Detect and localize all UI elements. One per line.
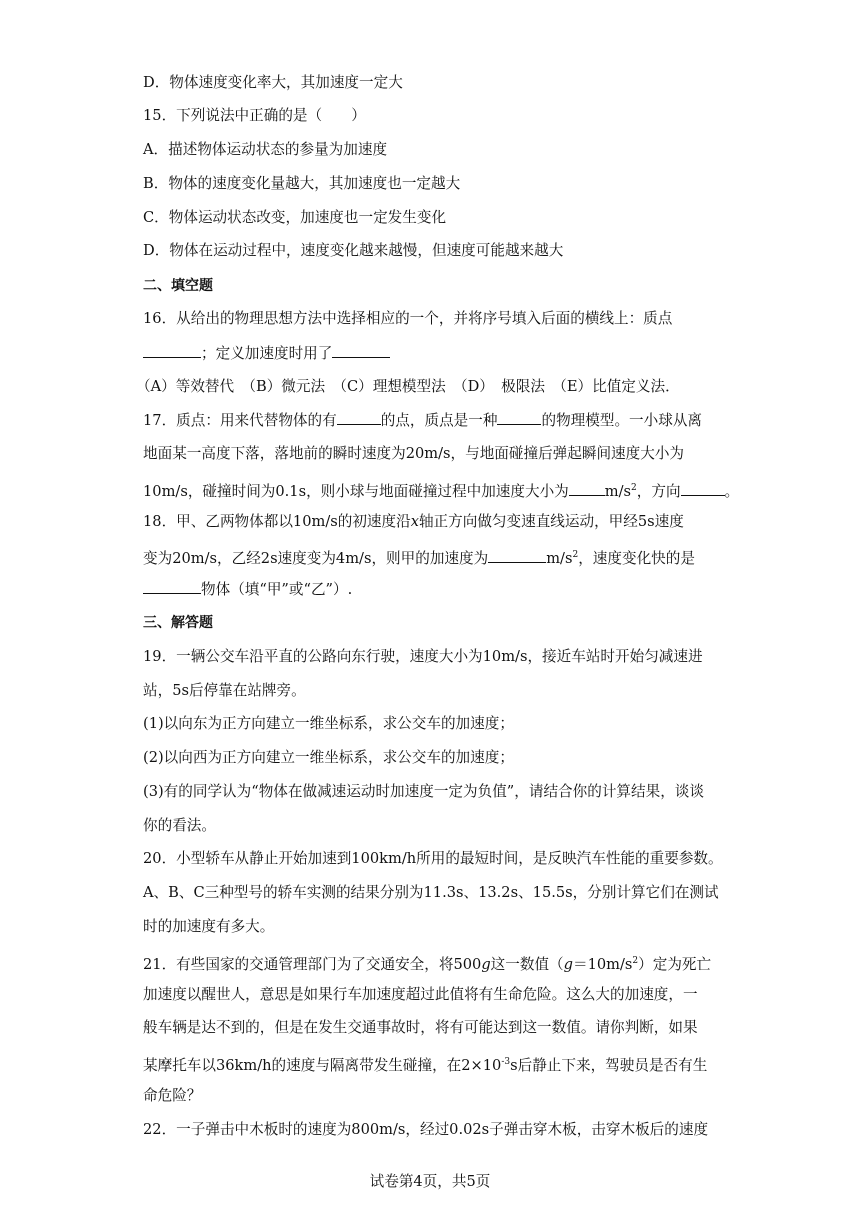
- answer-blank[interactable]: [488, 548, 546, 563]
- q17-line-3: 10m/s，碰撞时间为0.1s，则小球与地面碰撞过程中加速度大小为 $m/s^2$，方向 。: [143, 482, 740, 500]
- q21-line-1: 21．有些国家的交通管理部门为了交通安全，将500g这一数值$(g=10m/s^2)$定为死亡: [143, 955, 712, 973]
- answer-blank[interactable]: [337, 410, 381, 425]
- q20-line-1: 20．小型轿车从静止开始加速到100km/h所用的最短时间，是反映汽车性能的重要参数。: [143, 850, 723, 867]
- q20-line-2: A、B、C三种型号的轿车实测的结果分别为11.3s、13.2s、15.5s，分别计算它们在测试: [143, 884, 719, 901]
- section-heading-solve: 三、解答题: [143, 615, 213, 631]
- q21-text: s后静止下来，驾驶员是否有生: [510, 1056, 708, 1074]
- q16-line-2: [143, 343, 390, 364]
- q18-text: 轴正方向做匀变速直线运动，甲经5s速度: [418, 513, 684, 530]
- q17-text: 。: [724, 482, 740, 500]
- q17-text: 17．质点：用来代替物体的有: [143, 412, 337, 429]
- q17-line-1: [143, 410, 702, 431]
- q17-text: 的点，质点是一种: [380, 412, 498, 429]
- q21-line-2: 加速度以醒世人，意思是如果行车加速度超过此值将有生命危险。这么大的加速度，一: [143, 986, 698, 1003]
- q17-text: ，方向: [636, 482, 681, 500]
- variable-g: g: [481, 955, 491, 973]
- answer-blank[interactable]: [497, 410, 541, 425]
- q21-text: 这一数值（: [490, 955, 564, 973]
- q16-line-1: 16．从给出的物理思想方法中选择相应的一个，并将序号填入后面的横线上：质点: [143, 310, 673, 327]
- q18-line-1: [143, 512, 684, 532]
- q19-part-1: (1)以向东为正方向建立一维坐标系，求公交车的加速度；: [143, 715, 514, 732]
- q21-text: 某摩托车以36km/h的速度与隔离带发生碰撞，在2×10: [143, 1056, 502, 1074]
- q22-line-1: 22．一子弹击中木板时的速度为800m/s，经过0.02s子弹击穿木板，击穿木板后的速度: [143, 1121, 709, 1138]
- unit-text: m/s: [604, 482, 632, 500]
- answer-blank[interactable]: [332, 343, 390, 358]
- answer-blank[interactable]: [681, 481, 725, 496]
- q15-option-b: B．物体的速度变化量越大，其加速度也一定越大: [143, 175, 461, 192]
- q17-line-2: 地面某一高度下落，落地前的瞬时速度为20m/s，与地面碰撞后弹起瞬间速度大小为: [143, 445, 685, 462]
- section-heading-fill-in: 二、填空题: [143, 278, 213, 294]
- q17-text: 10m/s，碰撞时间为0.1s，则小球与地面碰撞过程中加速度大小为: [143, 482, 569, 500]
- exponent: -3: [501, 1057, 511, 1067]
- variable-g: g: [563, 955, 573, 973]
- q18-line-2: 变为20m/s，乙经2s速度变为4m/s，则甲的加速度为 $m/s^2$，速度变化快的是: [143, 549, 695, 567]
- answer-blank[interactable]: [143, 579, 201, 594]
- q18-line-3: [143, 579, 352, 600]
- q15-option-d: D．物体在运动过程中，速度变化越来越慢，但速度可能越来越大: [143, 242, 564, 259]
- q16-text: ；定义加速度时用了: [201, 345, 333, 362]
- page-footer: 试卷第4页，共5页: [369, 1173, 491, 1190]
- q18-text: 变为20m/s，乙经2s速度变为4m/s，则甲的加速度为: [143, 549, 489, 567]
- q15-option-a: A．描述物体运动状态的参量为加速度: [143, 141, 388, 158]
- q21-line-5: 命危险？: [143, 1087, 202, 1104]
- q17-text: 的物理模型。一小球从离: [541, 412, 703, 429]
- q14-option-d: D．物体速度变化率大，其加速度一定大: [143, 74, 403, 91]
- variable-x: x: [410, 513, 419, 530]
- q16-options: （A）等效替代 （B）微元法 （C）理想模型法 （D） 极限法 （E）比值定义法．: [136, 378, 680, 395]
- q15-stem: 15．下列说法中正确的是（ ）: [143, 107, 366, 124]
- q18-text: 物体（填“甲”或“乙”）.: [201, 581, 353, 598]
- q19-part-3: (3)有的同学认为“物体在做减速运动时加速度一定为负值”，请结合你的计算结果，谈谈: [143, 783, 704, 800]
- q19-line-2: 站，5s后停靠在站牌旁。: [143, 682, 306, 699]
- q18-text: 18．甲、乙两物体都以10m/s的初速度沿: [143, 513, 411, 530]
- unit-text: m/s: [546, 549, 573, 567]
- q19-part-2: (2)以向西为正方向建立一维坐标系，求公交车的加速度；: [143, 749, 514, 766]
- q19-line-1: 19．一辆公交车沿平直的公路向东行驶，速度大小为10m/s，接近车站时开始匀减速进: [143, 648, 703, 665]
- answer-blank[interactable]: [143, 343, 201, 358]
- q20-line-3: 时的加速度有多大。: [143, 918, 275, 935]
- q18-text: ，速度变化快的是: [578, 549, 695, 567]
- q21-line-3: 般车辆是达不到的，但是在发生交通事故时，将有可能达到这一数值。请你判断，如果: [143, 1019, 698, 1036]
- answer-blank[interactable]: [569, 481, 605, 496]
- q21-text: 21．有些国家的交通管理部门为了交通安全，将500: [143, 955, 482, 973]
- q19-part-3-cont: 你的看法。: [143, 817, 216, 834]
- q21-text: ＝10m/s: [572, 955, 633, 973]
- q15-option-c: C．物体运动状态改变，加速度也一定发生变化: [143, 209, 447, 226]
- q21-line-4: [143, 1052, 707, 1076]
- q21-text: ）定为死亡: [638, 955, 712, 973]
